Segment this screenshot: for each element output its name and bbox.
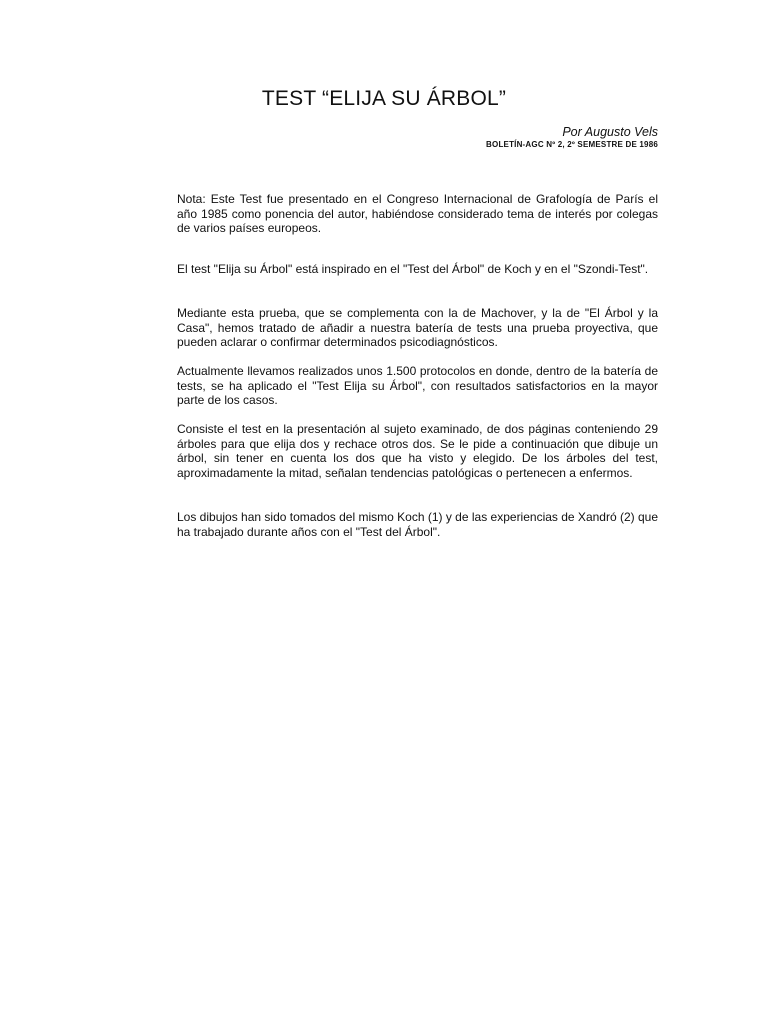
paragraph-inspiration: El test "Elija su Árbol" está inspirado en el "Test del Árbol" de Koch y en el "Szondi-Test". (177, 262, 649, 276)
bulletin-reference: BOLETÍN-AGC Nº 2, 2º SEMESTRE DE 1986 (486, 140, 658, 149)
author-byline: Por Augusto Vels (562, 125, 658, 139)
document-title: TEST “ELIJA SU ÁRBOL” (261, 87, 507, 110)
paragraph-procedure: Consiste el test en la presentación al sujeto examinado, de dos páginas conteniendo 29 árboles para que elija dos y rechace otros dos. Se le pide a continuación que dibuje un árbol, sin tener en cuenta los dos que ha visto y elegido. De los árboles del test, aproximadamente la mitad, señalan tendencias patológicas o pertenecen a enfermos. (177, 422, 658, 480)
paragraph-note: Nota: Este Test fue presentado en el Congreso Internacional de Grafología de París el año 1985 como ponencia del autor, habiéndose considerado tema de interés por colegas de varios países europeos. (177, 192, 658, 235)
paragraph-drawings-source: Los dibujos han sido tomados del mismo Koch (1) y de las experiencias de Xandró (2) que ha trabajado durante años con el "Test del Árbol". (177, 510, 658, 539)
paragraph-protocols: Actualmente llevamos realizados unos 1.500 protocolos en donde, dentro de la batería de tests, se ha aplicado el "Test Elija su Árbol", con resultados satisfactorios en la mayor parte de los casos. (177, 364, 658, 407)
paragraph-method: Mediante esta prueba, que se complementa con la de Machover, y la de "El Árbol y la Casa", hemos tratado de añadir a nuestra batería de tests una prueba proyectiva, que pueden aclarar o confirmar determinados psicodiagnósticos. (177, 306, 658, 349)
